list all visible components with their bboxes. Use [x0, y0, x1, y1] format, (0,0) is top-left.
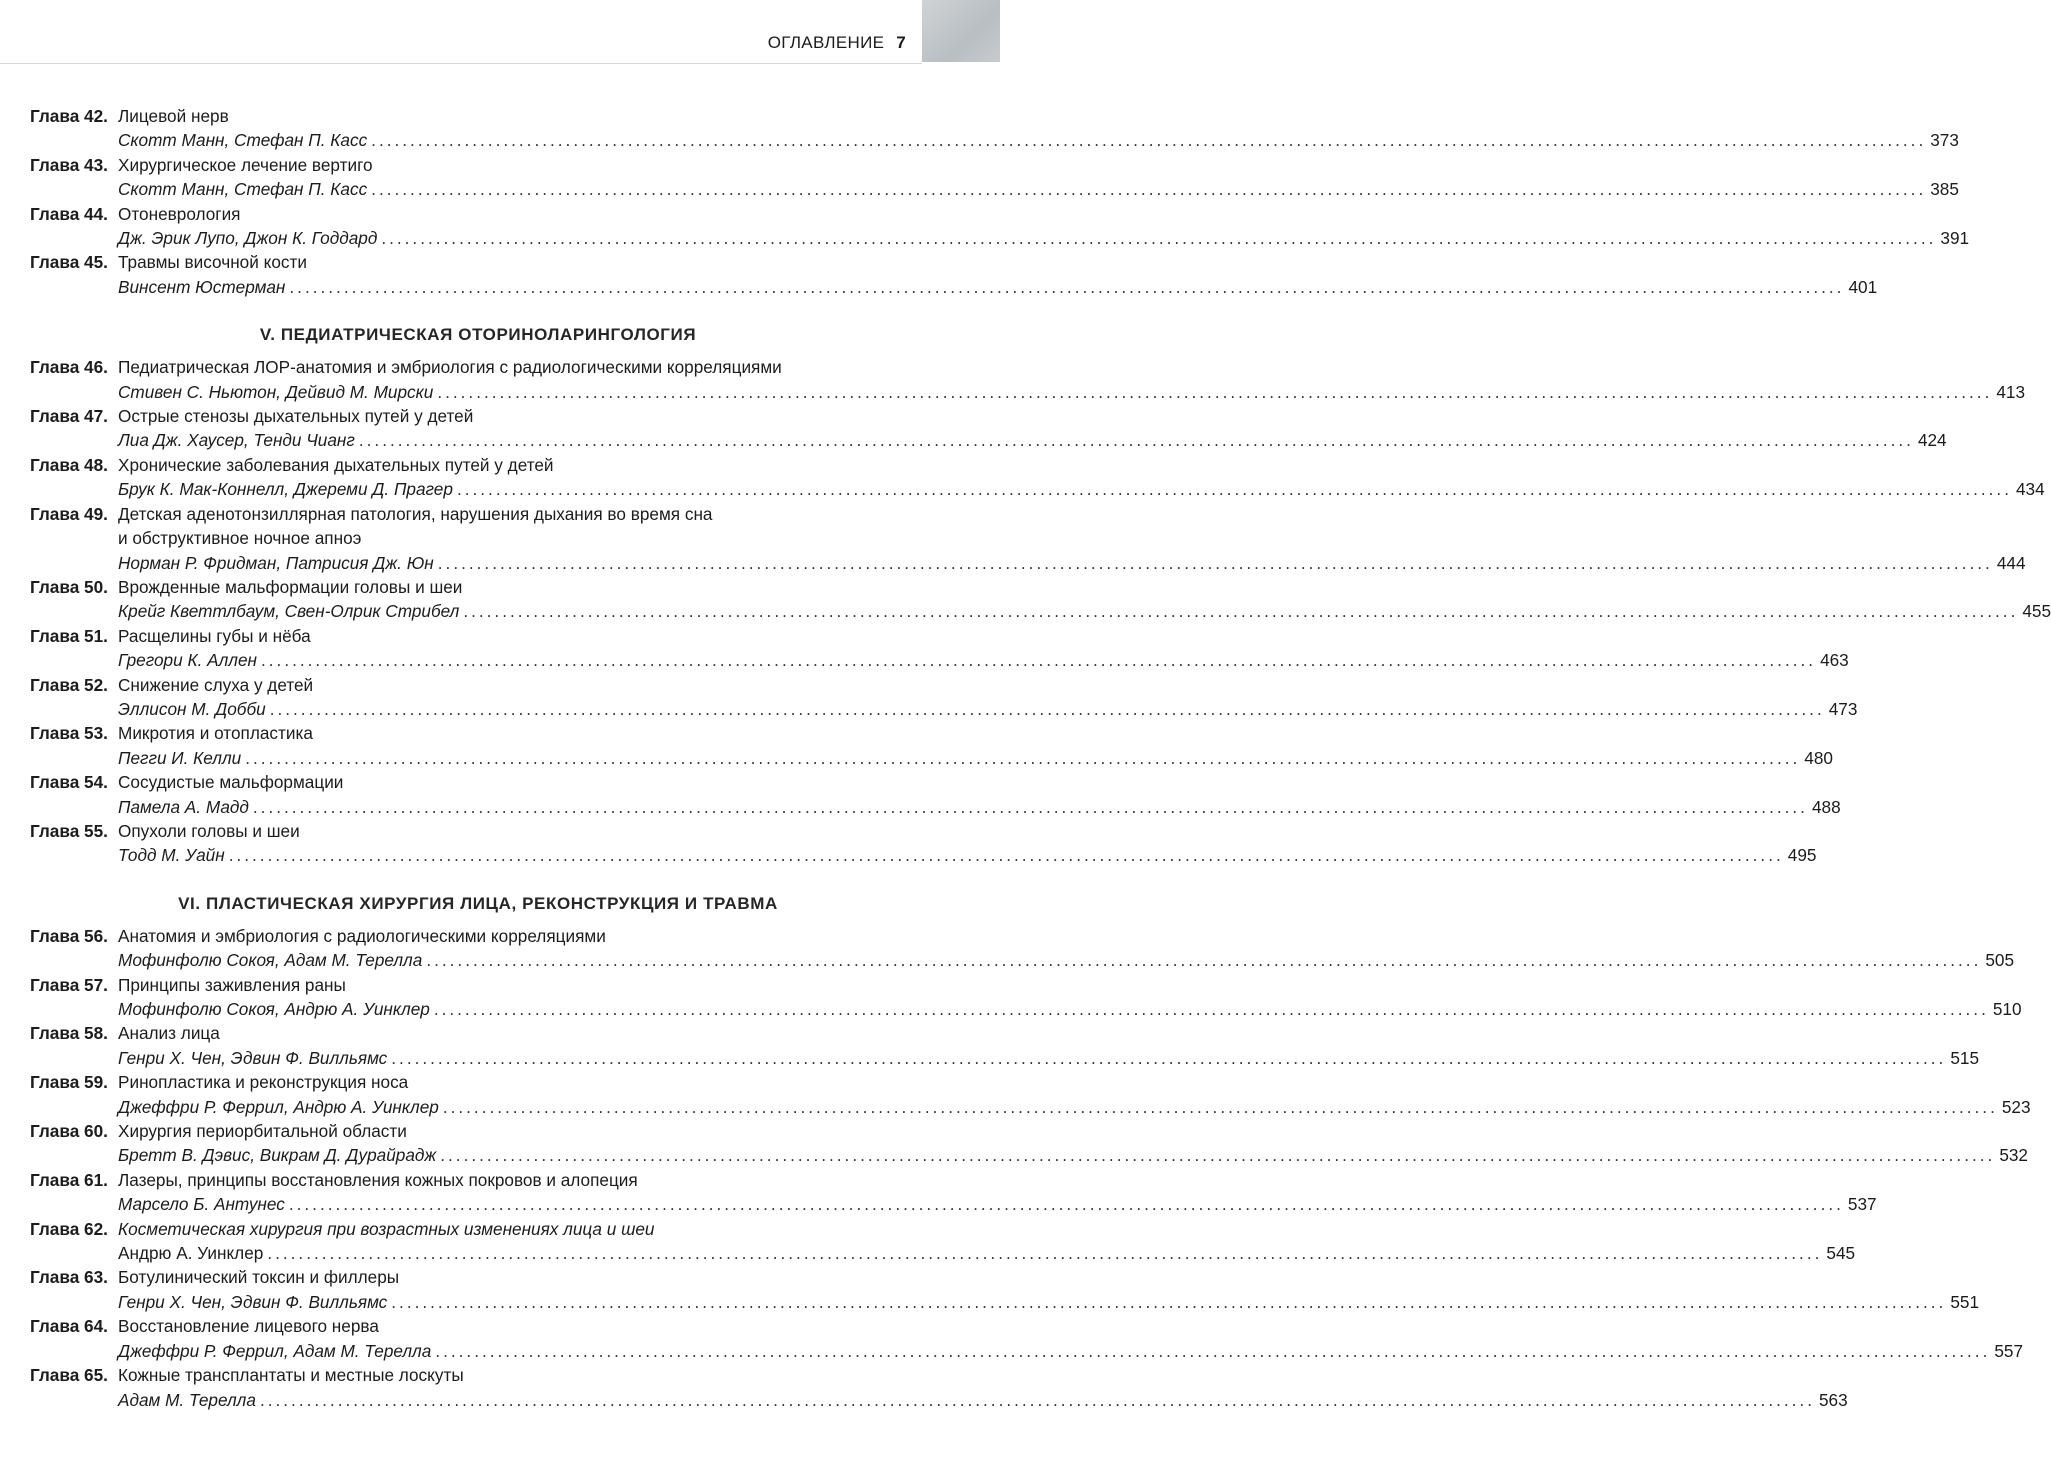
dot-leader: ........................................................................................................................................................................................................ — [426, 950, 1982, 971]
dot-leader: ........................................................................................................................................................................................................ — [435, 1340, 1991, 1361]
chapter-authors: Адам М. Терелла — [118, 1389, 256, 1410]
chapter-authors: Брук К. Мак-Коннелл, Джереми Д. Прагер — [118, 479, 453, 500]
chapter-title: и обструктивное ночное апноэ — [118, 528, 362, 549]
chapter-title: Врожденные мальформации головы и шеи — [118, 576, 463, 597]
chapter-authors: Лиа Дж. Хаусер, Тенди Чианг — [118, 430, 355, 451]
dot-leader: ........................................................................................................................................................................................................ — [259, 1389, 1815, 1410]
chapter-number: Глава 64. — [30, 1316, 108, 1337]
chapter-title: Восстановление лицевого нерва — [118, 1316, 379, 1337]
chapter-number: Глава 46. — [30, 357, 108, 378]
chapter-title: Микротия и отопластика — [118, 723, 313, 744]
dot-leader: ........................................................................................................................................................................................................ — [463, 601, 2019, 622]
dot-leader: ........................................................................................................................................................................................................ — [228, 845, 1784, 866]
page-number: 413 — [1996, 381, 2026, 402]
dot-leader: ........................................................................................................................................................................................................ — [261, 650, 1817, 671]
chapter-number: Глава 59. — [30, 1072, 108, 1093]
chapter-number: Глава 58. — [30, 1023, 108, 1044]
toc-entry — [30, 770, 1841, 819]
dot-leader: ........................................................................................................................................................................................................ — [371, 179, 1927, 200]
dot-leader: ........................................................................................................................................................................................................ — [371, 130, 1927, 151]
chapter-authors: Марсело Б. Антунес — [118, 1194, 285, 1215]
dot-leader: ........................................................................................................................................................................................................ — [437, 552, 1993, 573]
page-number: 537 — [1847, 1194, 1877, 1215]
dot-leader: ........................................................................................................................................................................................................ — [269, 698, 1825, 719]
dot-leader: ........................................................................................................................................................................................................ — [442, 1096, 1998, 1117]
chapter-title: Ринопластика и реконструкция носа — [118, 1072, 409, 1093]
chapter-authors: Винсент Юстерман — [118, 276, 286, 297]
page-number: 563 — [1819, 1389, 1848, 1410]
header-page-number: 7 — [896, 33, 906, 52]
chapter-authors: Мофинфолю Сокоя, Адам М. Терелла — [118, 950, 423, 971]
page-number: 424 — [1917, 430, 1947, 451]
page-number: 480 — [1804, 747, 1833, 768]
chapter-title: Педиатрическая ЛОР-анатомия и эмбриология с радиологическими корреляциями — [118, 357, 782, 378]
dot-leader: ........................................................................................................................................................................................................ — [391, 1291, 1947, 1312]
toc-entry — [30, 1265, 1980, 1314]
toc-entry — [30, 924, 2015, 973]
dot-leader: ........................................................................................................................................................................................................ — [245, 747, 1801, 768]
toc-entry — [30, 1168, 1877, 1217]
toc-entry — [30, 673, 1858, 722]
chapter-title: Опухоли головы и шеи — [118, 820, 300, 841]
chapter-authors: Генри Х. Чен, Эдвин Ф. Вилльямс — [118, 1291, 388, 1312]
toc-entry — [30, 1070, 2031, 1119]
chapter-authors: Грегори К. Аллен — [118, 650, 257, 671]
chapter-title: Детская аденотонзиллярная патология, нарушения дыхания во время сна — [118, 503, 713, 524]
toc-entry — [30, 1363, 1848, 1412]
chapter-authors: Эллисон М. Добби — [118, 698, 266, 719]
chapter-number: Глава 57. — [30, 974, 108, 995]
chapter-title: Лицевой нерв — [118, 106, 229, 126]
chapter-number: Глава 55. — [30, 820, 108, 841]
chapter-title: Анализ лица — [118, 1023, 220, 1044]
page-number: 385 — [1930, 179, 1959, 200]
header-rule — [0, 63, 922, 64]
toc-entry — [30, 819, 1817, 868]
page-number: 473 — [1828, 698, 1858, 719]
chapter-number: Глава 65. — [30, 1365, 108, 1386]
toc-entry — [30, 202, 1970, 251]
chapter-number: Глава 44. — [30, 203, 108, 224]
chapter-number: Глава 54. — [30, 772, 108, 793]
chapter-number: Глава 56. — [30, 925, 108, 946]
dot-leader: ........................................................................................................................................................................................................ — [358, 430, 1914, 451]
page-number: 523 — [2001, 1096, 2031, 1117]
dot-leader: ........................................................................................................................................................................................................ — [267, 1243, 1823, 1264]
dot-leader: ........................................................................................................................................................................................................ — [433, 999, 1989, 1019]
chapter-title: Хирургия периорбитальной области — [118, 1121, 407, 1142]
toc-entry — [30, 575, 2051, 624]
page-number: 532 — [1999, 1145, 2028, 1166]
page-number: 373 — [1930, 130, 1959, 151]
toc-entry — [30, 1314, 2024, 1363]
dot-leader: ........................................................................................................................................................................................................ — [289, 276, 1845, 297]
chapter-title: Травмы височной кости — [118, 252, 307, 273]
chapter-number: Глава 60. — [30, 1121, 108, 1142]
chapter-number: Глава 52. — [30, 674, 108, 695]
chapter-authors: Генри Х. Чен, Эдвин Ф. Вилльямс — [118, 1047, 388, 1068]
chapter-authors: Норман Р. Фридман, Патрисия Дж. Юн — [118, 552, 434, 573]
toc-entry — [30, 1217, 1856, 1266]
toc-entry — [30, 624, 1849, 673]
chapter-number: Глава 62. — [30, 1218, 108, 1239]
chapter-title: Острые стенозы дыхательных путей у детей — [118, 406, 474, 427]
chapter-authors: Мофинфолю Сокоя, Андрю А. Уинклер — [118, 999, 430, 1019]
page-number: 444 — [1996, 552, 2026, 573]
chapter-title: Расщелины губы и нёба — [118, 625, 311, 646]
page-number: 515 — [1950, 1047, 1980, 1068]
chapter-title: Кожные трансплантаты и местные лоскуты — [118, 1365, 464, 1386]
toc-entry — [30, 355, 2026, 404]
page-number: 391 — [1940, 228, 1970, 249]
chapter-authors: Памела А. Мадд — [118, 796, 249, 817]
corner-tab-decoration — [922, 0, 1000, 62]
toc-entry — [30, 453, 2045, 502]
dot-leader: ........................................................................................................................................................................................................ — [381, 228, 1937, 249]
dot-leader: ........................................................................................................................................................................................................ — [456, 479, 2012, 500]
table-of-contents — [30, 104, 2051, 1412]
toc-entry — [30, 250, 1878, 299]
toc-entry — [30, 153, 1959, 202]
toc-entry — [30, 502, 2026, 575]
chapter-number: Глава 50. — [30, 576, 108, 597]
chapter-title: Хирургическое лечение вертиго — [118, 154, 373, 175]
chapter-title: Снижение слуха у детей — [118, 674, 314, 695]
section-heading: VI. ПЛАСТИЧЕСКАЯ ХИРУРГИЯ ЛИЦА, РЕКОНСТРУКЦИЯ И ТРАВМА — [178, 893, 778, 913]
chapter-number: Глава 48. — [30, 454, 108, 475]
chapter-authors: Тодд М. Уайн — [118, 845, 225, 866]
chapter-title: Принципы заживления раны — [118, 974, 346, 995]
chapter-title: Косметическая хирургия при возрастных изменениях лица и шеи — [118, 1218, 655, 1239]
chapter-title: Лазеры, принципы восстановления кожных покровов и алопеция — [118, 1169, 638, 1190]
dot-leader: ........................................................................................................................................................................................................ — [391, 1047, 1947, 1068]
page-number: 434 — [2016, 479, 2045, 500]
chapter-authors: Джеффри Р. Феррил, Андрю А. Уинклер — [118, 1096, 439, 1117]
chapter-number: Глава 49. — [30, 503, 108, 524]
dot-leader: ........................................................................................................................................................................................................ — [437, 381, 1993, 402]
running-header — [768, 33, 906, 53]
chapter-title: Сосудистые мальформации — [118, 772, 344, 793]
chapter-authors: Дж. Эрик Лупо, Джон К. Годдард — [118, 228, 378, 249]
chapter-number: Глава 53. — [30, 723, 108, 744]
page-number: 551 — [1950, 1291, 1980, 1312]
page-number: 488 — [1811, 796, 1841, 817]
dot-leader: ........................................................................................................................................................................................................ — [440, 1145, 1996, 1166]
chapter-authors: Андрю А. Уинклер — [118, 1243, 264, 1264]
toc-entry — [30, 1021, 1980, 1070]
chapter-number: Глава 45. — [30, 252, 108, 273]
chapter-authors: Скотт Манн, Стефан П. Касс — [118, 130, 368, 151]
page-number: 557 — [1994, 1340, 2024, 1361]
chapter-authors: Крейг Кветтлбаум, Свен-Олрик Стрибел — [118, 601, 460, 622]
page-number: 495 — [1787, 845, 1817, 866]
chapter-number: Глава 43. — [30, 154, 108, 175]
chapter-authors: Бретт В. Дэвис, Викрам Д. Дурайрадж — [118, 1145, 437, 1166]
chapter-title: Отоневрология — [118, 203, 241, 224]
page-number: 455 — [2022, 601, 2051, 622]
toc-entry — [30, 404, 1947, 453]
header-title: ОГЛАВЛЕНИЕ — [767, 33, 885, 52]
toc-entry — [30, 973, 2022, 1022]
chapter-number: Глава 61. — [30, 1169, 108, 1190]
chapter-title: Ботулинический токсин и филлеры — [118, 1267, 400, 1288]
dot-leader: ........................................................................................................................................................................................................ — [288, 1194, 1844, 1215]
chapter-number: Глава 51. — [30, 625, 108, 646]
dot-leader: ........................................................................................................................................................................................................ — [252, 796, 1808, 817]
page-number: 463 — [1820, 650, 1849, 671]
chapter-authors: Скотт Манн, Стефан П. Касс — [118, 179, 368, 200]
chapter-authors: Джеффри Р. Феррил, Адам М. Терелла — [118, 1340, 432, 1361]
toc-entry — [30, 104, 1959, 153]
chapter-authors: Пегги И. Келли — [118, 747, 242, 768]
page-number: 545 — [1826, 1243, 1856, 1264]
chapter-authors: Стивен С. Ньютон, Дейвид М. Мирски — [118, 381, 434, 402]
chapter-number: Глава 63. — [30, 1267, 108, 1288]
toc-entry — [30, 1119, 2028, 1168]
chapter-number: Глава 47. — [30, 406, 108, 427]
section-heading: V. ПЕДИАТРИЧЕСКАЯ ОТОРИНОЛАРИНГОЛОГИЯ — [259, 325, 697, 345]
chapter-number: Глава 42. — [30, 106, 108, 126]
chapter-title: Анатомия и эмбриология с радиологическими корреляциями — [118, 925, 606, 946]
page-number: 505 — [1985, 950, 2015, 971]
chapter-title: Хронические заболевания дыхательных путей у детей — [118, 454, 554, 475]
page-number: 401 — [1848, 276, 1878, 297]
toc-entry — [30, 721, 1833, 770]
page-number: 510 — [1992, 999, 2022, 1019]
